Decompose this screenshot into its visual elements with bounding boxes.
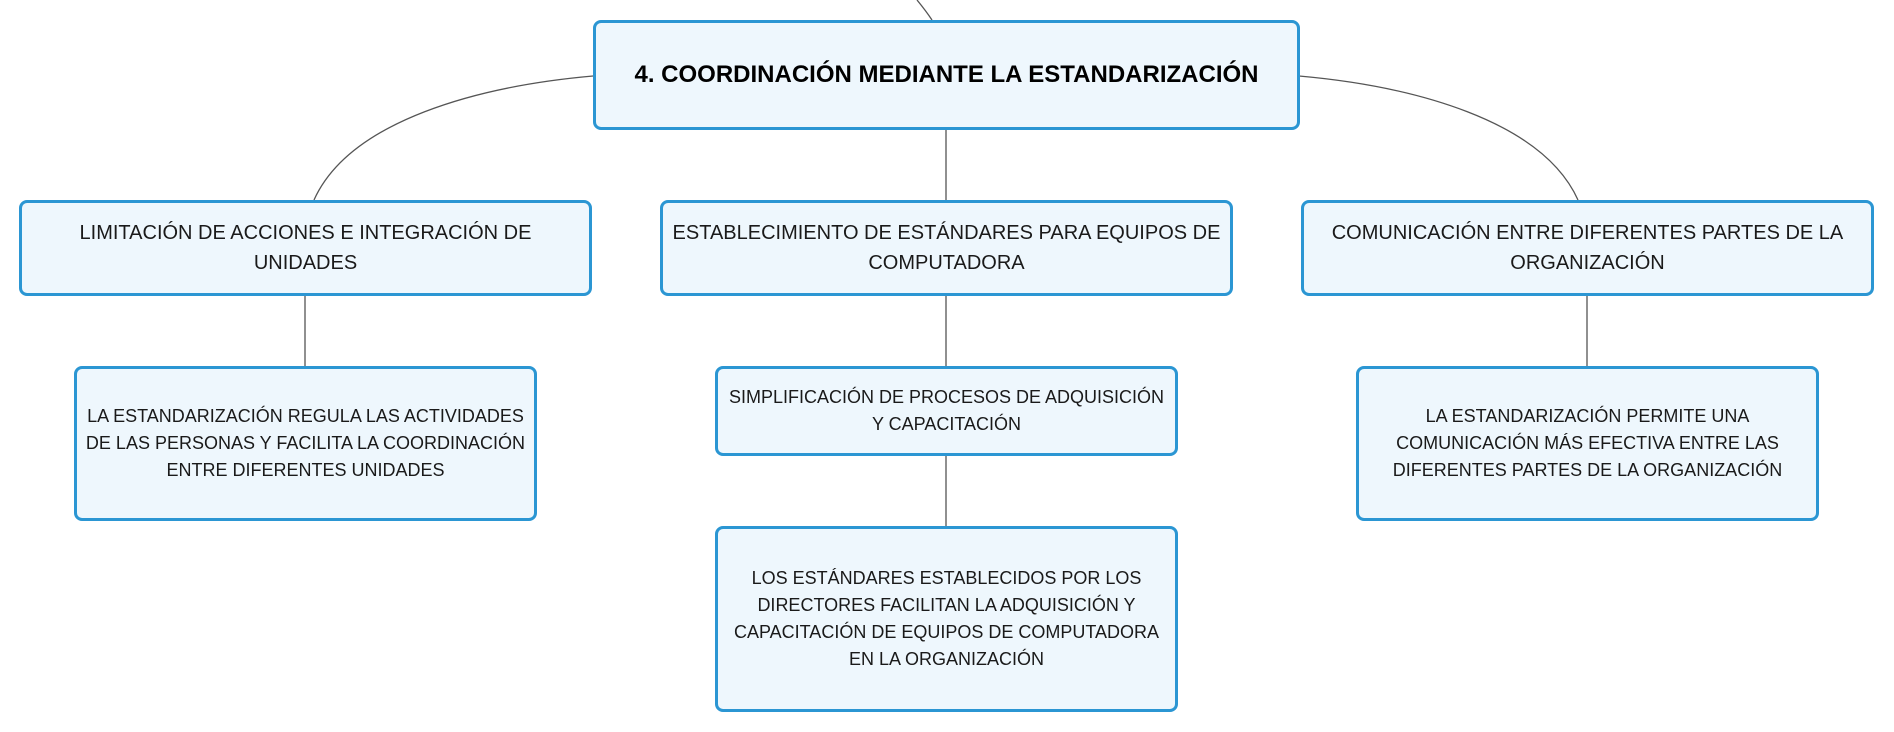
branch-node-label: ESTABLECIMIENTO DE ESTÁNDARES PARA EQUIPOS DE COMPUTADORA bbox=[672, 222, 1221, 274]
leaf-node-simplificacion[interactable] bbox=[715, 366, 1178, 456]
leaf-node-estandarizacion-regula[interactable] bbox=[74, 366, 537, 521]
connector-to-parent bbox=[917, 0, 932, 20]
root-node-label: 4. COORDINACIÓN MEDIANTE LA ESTANDARIZACIÓN bbox=[634, 61, 1259, 88]
leaf-node-label: LOS ESTÁNDARES ESTABLECIDOS POR LOS DIRECTORES FACILITAN LA ADQUISICIÓN Y CAPACITACIÓN DE EQUIPOS DE COMPUTADORA EN LA ORGANIZACIÓN bbox=[733, 568, 1160, 669]
leaf-node-label: LA ESTANDARIZACIÓN PERMITE UNA COMUNICACIÓN MÁS EFECTIVA ENTRE LAS DIFERENTES PARTES DE LA ORGANIZACIÓN bbox=[1392, 406, 1783, 480]
branch-node-label: LIMITACIÓN DE ACCIONES E INTEGRACIÓN DE UNIDADES bbox=[79, 222, 532, 274]
branch-node-establecimiento[interactable] bbox=[660, 200, 1233, 296]
leaf-node-label: LA ESTANDARIZACIÓN REGULA LAS ACTIVIDADES DE LAS PERSONAS Y FACILITA LA COORDINACIÓN ENTRE DIFERENTES UNIDADES bbox=[85, 406, 526, 480]
branch-node-label: COMUNICACIÓN ENTRE DIFERENTES PARTES DE LA ORGANIZACIÓN bbox=[1331, 222, 1844, 274]
leaf-node-estandares-directores[interactable] bbox=[715, 526, 1178, 712]
leaf-node-comunicacion-efectiva[interactable] bbox=[1356, 366, 1819, 521]
branch-node-limitacion[interactable] bbox=[19, 200, 592, 296]
connector-root-left bbox=[314, 76, 593, 200]
leaf-node-label: SIMPLIFICACIÓN DE PROCESOS DE ADQUISICIÓN Y CAPACITACIÓN bbox=[728, 387, 1165, 434]
branch-node-comunicacion[interactable] bbox=[1301, 200, 1874, 296]
connector-root-right bbox=[1299, 76, 1578, 200]
root-node[interactable] bbox=[593, 20, 1300, 130]
